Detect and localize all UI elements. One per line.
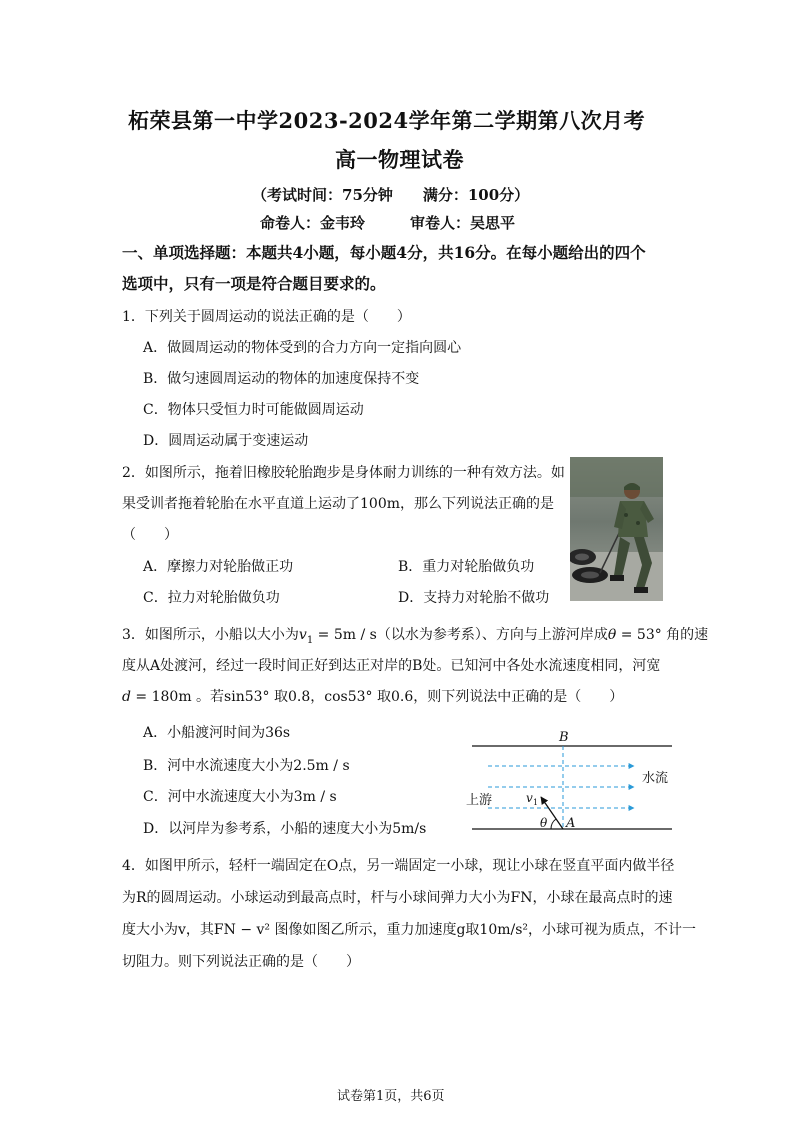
q3-river-diagram <box>458 726 680 836</box>
q3-option-b: B．河中水流速度大小为2.5m / s <box>143 758 350 774</box>
q1-option-b: B．做匀速圆周运动的物体的加速度保持不变 <box>143 371 420 387</box>
q1-stem: 1．下列关于圆周运动的说法正确的是（ ） <box>122 309 411 325</box>
q2-stem-line3: （ ） <box>122 527 178 543</box>
q4-stem-line1: 4．如图甲所示，轻杆一端固定在O点，另一端固定一小球，现让小球在竖直平面内做半径 <box>122 858 675 874</box>
q2-option-c: C．拉力对轮胎做负功 <box>143 590 280 606</box>
q3-v1-subscript: 1 <box>306 634 314 646</box>
section1-heading-line1: 一、单项选择题：本题共4小题，每小题4分，共16分。在每小题给出的四个 <box>122 243 646 262</box>
q3-label-theta: θ <box>540 816 548 830</box>
q3-stem-line1 <box>122 624 708 646</box>
page-footer: 试卷第1页，共6页 <box>337 1089 445 1104</box>
q4-stem-line4: 切阻力。则下列说法正确的是（ ） <box>122 954 360 970</box>
q2-option-a: A．摩擦力对轮胎做正功 <box>143 559 294 575</box>
q3-stem-line1-a: 3．如图所示，小船以大小为 <box>122 627 299 643</box>
exam-authors: 命卷人：金韦玲 审卷人：吴思平 <box>260 214 516 232</box>
q4-stem-line2: 为R的圆周运动。小球运动到最高点时，杆与小球间弹力大小为FN，小球在最高点时的速 <box>122 890 673 906</box>
q3-label-flow: 水流 <box>642 771 669 786</box>
q2-stem-line2: 果受训者拖着轮胎在水平直道上运动了100m，那么下列说法正确的是 <box>122 496 554 512</box>
q3-theta-arc <box>551 819 556 829</box>
q3-stem-line1-c: = 53° 角的速 <box>616 627 709 643</box>
exam-info: （考试时间：75分钟 满分：100分） <box>252 186 530 204</box>
q2-option-b: B．重力对轮胎做负功 <box>398 559 535 575</box>
q1-option-c: C．物体只受恒力时可能做圆周运动 <box>143 402 364 418</box>
section1-heading-line2: 选项中，只有一项是符合题目要求的。 <box>122 274 386 293</box>
q3-label-upstream: 上游 <box>466 793 493 808</box>
q3-option-a: A．小船渡河时间为36s <box>143 725 291 741</box>
q3-option-c: C．河中水流速度大小为3m / s <box>143 789 337 805</box>
q3-v1-symbol: v <box>298 627 307 643</box>
exam-subtitle: 高一物理试卷 <box>335 147 464 172</box>
q1-option-a: A．做圆周运动的物体受到的合力方向一定指向圆心 <box>143 340 462 356</box>
q3-stem-line3 <box>122 686 623 706</box>
q2-photo-tire-running <box>570 457 663 601</box>
q4-stem-line3: 度大小为v，其FN − v² 图像如图乙所示，重力加速度g取10m/s²，小球可视为质点，不计一 <box>122 922 697 938</box>
q3-d-symbol: d <box>122 689 131 705</box>
q2-option-d: D．支持力对轮胎不做功 <box>398 590 550 606</box>
q3-stem-line1-b: = 5m / s（以水为参考系）、方向与上游河岸成 <box>313 627 608 643</box>
exam-title: 柘荣县第一中学2023-2024学年第二学期第八次月考 <box>128 108 646 133</box>
q3-option-d: D．以河岸为参考系，小船的速度大小为5m/s <box>143 821 427 837</box>
q3-stem-line3-b: = 180m 。若sin53° 取0.8，cos53° 取0.6，则下列说法中正确的是（ ） <box>130 689 624 705</box>
q2-stem-line1: 2．如图所示，拖着旧橡胶轮胎跑步是身体耐力训练的一种有效方法。如 <box>122 465 565 481</box>
q3-label-b: B <box>559 730 569 745</box>
q3-label-a: A <box>566 816 576 831</box>
q3-label-v1-sub: 1 <box>533 798 539 807</box>
q3-theta-symbol: θ <box>607 627 617 643</box>
q1-option-d: D．圆周运动属于变速运动 <box>143 433 309 449</box>
q3-label-v1: v <box>526 791 533 805</box>
q3-stem-line2: 度从A处渡河，经过一段时间正好到达正对岸的B处。已知河中各处水流速度相同，河宽 <box>122 658 661 674</box>
